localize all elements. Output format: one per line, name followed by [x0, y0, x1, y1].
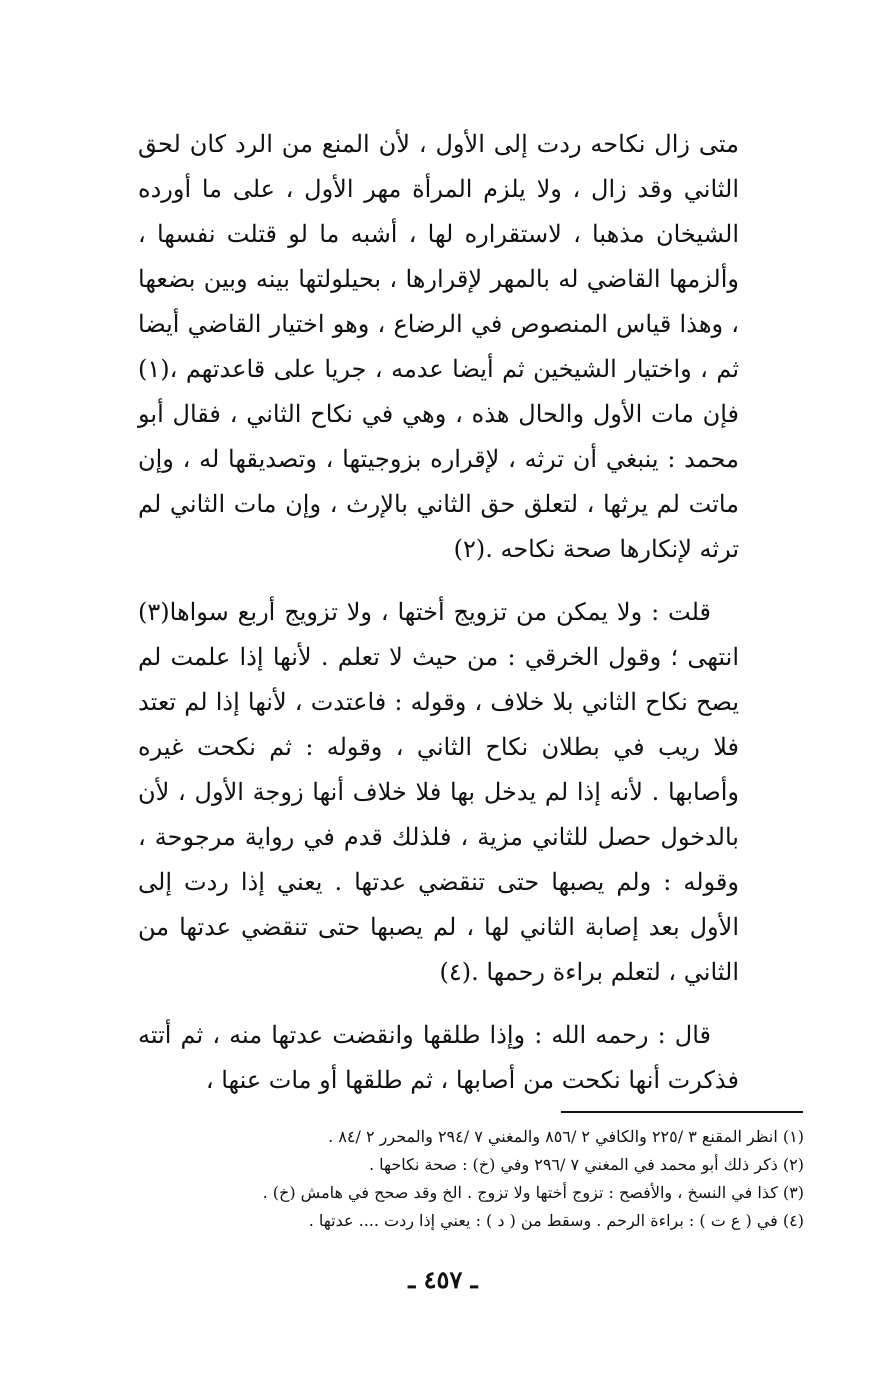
footnote-2: (٢) ذكر ذلك أبو محمد في المغني ٧ /٢٩٦ وفي (خ) : صحة نكاحها .	[368, 1155, 804, 1174]
footnote-1: (١) انظر المقنع ٣ /٢٢٥ والكافي ٢ /٨٥٦ والمغني ٧ /٢٩٤ والمحرر ٢ /٨٤ .	[328, 1127, 804, 1146]
footnotes	[120, 1123, 804, 1235]
paragraph-2: قلت : ولا يمكن من تزويج أختها ، ولا تزويج أربع سواها(٣) انتهى ؛ وقول الخرقي : من حيث لا تعلم . لأنها إذا علمت لم يصح نكاح الثاني بلا خلاف ، وقوله : فاعتدت ، لأنها إذا لم تعتد فلا ريب في بطلان نكاح الثاني ، وقوله : ثم نكحت غيره وأصابها . لأنه إذا لم يدخل بها فلا خلاف أنها زوجة الأول ، لأن بالدخول حصل للثاني مزية ، فلذلك قدم في رواية مرجوحة ، وقوله : ولم يصبها حتى تنقضي عدتها . يعني إذا ردت إلى الأول بعد إصابة الثاني لها ، لم يصبها حتى تنقضي عدتها من الثاني ، لتعلم براءة رحمها .(٤)	[138, 598, 739, 986]
main-text	[138, 122, 739, 1103]
footnote-4: (٤) في ( ع ت ) : براءة الرحم . وسقط من ( د ) : يعني إذا ردت .... عدتها .	[308, 1211, 804, 1230]
page-number: ـ ٤٥٧ ـ	[408, 1265, 478, 1294]
footnote-3: (٣) كذا في النسخ ، والأفصح : تزوج أختها ولا تزوج . الخ وقد صحح في هامش (خ) .	[262, 1183, 804, 1202]
footnote-separator	[561, 1111, 803, 1113]
paragraph-1: متى زال نكاحه ردت إلى الأول ، لأن المنع من الرد كان لحق الثاني وقد زال ، ولا يلزم المرأة مهر الأول ، على ما أورده الشيخان مذهبا ، لاستقراره لها ، أشبه ما لو قتلت نفسها ، وألزمها القاضي له بالمهر لإقرارها ، بحيلولتها بينه وبين بضعها ، وهذا قياس المنصوص في الرضاع ، وهو اختيار القاضي أيضا ثم ، واختيار الشيخين ثم أيضا عدمه ، جريا على قاعدتهم ،(١) فإن مات الأول والحال هذه ، وهي في نكاح الثاني ، فقال أبو محمد : ينبغي أن ترثه ، لإقراره بزوجيتها ، وتصديقها له ، وإن ماتت لم يرثها ، لتعلق حق الثاني بالإرث ، وإن مات الثاني لم ترثه لإنكارها صحة نكاحه .(٢)	[138, 130, 740, 563]
paragraph-3: قال : رحمه الله : وإذا طلقها وانقضت عدتها منه ، ثم أتته فذكرت أنها نكحت من أصابها ، ثم طلقها أو مات عنها ،	[138, 1021, 739, 1094]
